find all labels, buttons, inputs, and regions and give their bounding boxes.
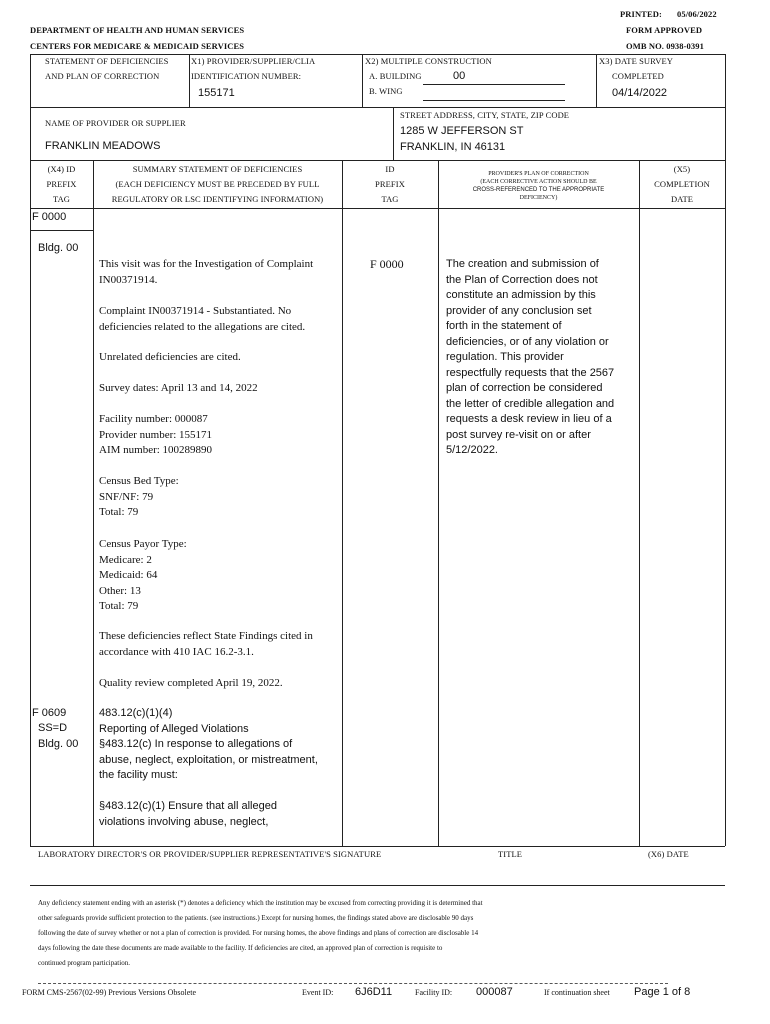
plan-header-4: DEFICIENCY)	[519, 195, 558, 201]
summary-header-3: REGULATORY OR LSC IDENTIFYING INFORMATION)	[111, 194, 324, 204]
summary-para-6: Census Bed Type: SNF/NF: 79 Total: 79	[99, 475, 179, 518]
event-id-value: 6J6D11	[355, 986, 393, 998]
tag-f0609: F 0609	[32, 707, 67, 719]
column-divider-summary	[342, 160, 343, 846]
box1-divider-3	[596, 54, 597, 107]
plan-header-2: (EACH CORRECTIVE ACTION SHOULD BE	[480, 179, 597, 185]
box-right-border	[725, 54, 726, 846]
address-city: FRANKLIN, IN 46131	[400, 141, 506, 153]
footer-rule	[38, 983, 668, 984]
disclaimer-line-3: following the date of survey whether or not a plan of correction is provided. For nursing homes, the above findings and plans of correction are disclosable 14	[38, 929, 479, 937]
event-id-label: Event ID:	[302, 988, 334, 997]
x5-header-1: (X5)	[673, 164, 691, 174]
disclaimer-line-5: continued program participation.	[38, 959, 130, 967]
address-street: 1285 W JEFFERSON ST	[400, 125, 524, 137]
x4-header-3: TAG	[52, 194, 71, 204]
disclaimer	[38, 896, 483, 971]
provider-name-value: FRANKLIN MEADOWS	[45, 140, 161, 152]
id-header-1: ID	[385, 164, 395, 174]
centers-name: CENTERS FOR MEDICARE & MEDICAID SERVICES	[30, 41, 245, 51]
plan-header-1: PROVIDER'S PLAN OF CORRECTION	[488, 171, 589, 177]
form-approved: FORM APPROVED	[626, 25, 703, 35]
bldg-1: Bldg. 00	[38, 242, 79, 254]
provider-id-value: 155171	[198, 87, 235, 99]
printed-label: PRINTED:	[620, 9, 662, 19]
disclaimer-line-2: other safeguards provide sufficient protection to the patients. (see instructions.) Except for nursing homes, the findings stated above are disclosable 90 days	[38, 914, 474, 922]
x5-header-3: DATE	[670, 194, 694, 204]
continuation-label: If continuation sheet	[544, 988, 610, 997]
statement-label-1: STATEMENT OF DEFICIENCIES	[45, 56, 169, 66]
summary-header-1: SUMMARY STATEMENT OF DEFICIENCIES	[132, 164, 303, 174]
disclaimer-line-4: days following the date these documents are made available to the facility. If deficiencies are cited, an approved plan of correction is requisite to	[38, 944, 443, 952]
box-top-border	[30, 54, 725, 55]
page-number: Page 1 of 8	[634, 986, 691, 998]
column-divider-plan	[639, 160, 640, 846]
summary-para-7: Census Payor Type: Medicare: 2 Medicaid: 64 Other: 13 Total: 79	[99, 538, 187, 612]
summary-para-4: Survey dates: April 13 and 14, 2022	[99, 382, 258, 394]
summary-para-2: Complaint IN00371914 - Substantiated. No deficiencies related to the allegations are cited.	[99, 305, 306, 333]
signature-bottom-border	[30, 885, 725, 886]
plan-of-correction-text: The creation and submission of the Plan of Correction does not constitute an admission by this provider of any conclusion set forth in the statement of deficiencies, or of any violation or regulation. This provider respectfully requests that the 2567 plan of correction be considered the letter of credible allegation and requests a desk review in lieu of a post survey re-visit on or after 5/12/2022.	[446, 258, 615, 456]
summary-para-3: Unrelated deficiencies are cited.	[99, 351, 241, 363]
columns-header-bottom	[30, 208, 725, 209]
x3-label: X3) DATE SURVEY	[599, 56, 674, 66]
title-label: TITLE	[498, 849, 523, 859]
wing-underline	[423, 100, 565, 101]
summary-header-2: (EACH DEFICIENCY MUST BE PRECEDED BY FULL	[115, 179, 320, 189]
omb-number: OMB NO. 0938-0391	[626, 41, 704, 51]
tag-f0000: F 0000	[32, 211, 67, 223]
address-label: STREET ADDRESS, CITY, STATE, ZIP CODE	[400, 110, 570, 120]
disclaimer-line-1: Any deficiency statement ending with an asterisk (*) denotes a deficiency which the institution may be excused from correcting providing it is determined that	[38, 899, 483, 907]
summary-para-5: Facility number: 000087 Provider number: 155171 AIM number: 100289890	[99, 413, 213, 456]
survey-date-value: 04/14/2022	[612, 87, 668, 99]
bldg-2: Bldg. 00	[38, 738, 79, 750]
summary-para-11: §483.12(c)(1) Ensure that all alleged violations involving abuse, neglect,	[99, 800, 277, 828]
id-tag-f0000: F 0000	[370, 257, 404, 271]
box1-bottom-border	[30, 107, 725, 108]
summary-para-1: This visit was for the Investigation of Complaint IN00371914.	[99, 258, 314, 286]
summary-para-9: Quality review completed April 19, 2022.	[99, 677, 283, 689]
printed-date: 05/06/2022	[677, 9, 717, 19]
box2-divider	[393, 107, 394, 160]
scope-severity: SS=D	[38, 722, 68, 734]
left-tag-underline	[30, 230, 93, 231]
x6-date-label: (X6) DATE	[648, 849, 689, 859]
plan-header-3: CROSS-REFERENCED TO THE APPROPRIATE	[472, 187, 605, 193]
facility-id-label: Facility ID:	[415, 988, 453, 997]
building-label: A. BUILDING	[369, 71, 422, 81]
id-header-3: TAG	[381, 194, 399, 204]
department-name: DEPARTMENT OF HEALTH AND HUMAN SERVICES	[30, 25, 245, 35]
building-value: 00	[453, 70, 466, 82]
x4-header-2: PREFIX	[46, 179, 77, 189]
table-bottom-border	[30, 846, 725, 847]
facility-id-value: 000087	[476, 986, 513, 998]
statement-label-2: AND PLAN OF CORRECTION	[45, 71, 160, 81]
summary-para-8: These deficiencies reflect State Findings cited in accordance with 410 IAC 16.2-3.1.	[99, 630, 313, 658]
box1-divider-2	[362, 54, 363, 107]
building-underline	[423, 84, 565, 85]
column-divider-x4	[93, 160, 94, 846]
wing-label: B. WING	[369, 86, 403, 96]
x1-label-2: IDENTIFICATION NUMBER:	[191, 71, 302, 81]
x3-label-2: COMPLETED	[612, 71, 664, 81]
column-divider-id	[438, 160, 439, 846]
x5-header-2: COMPLETION	[654, 179, 710, 189]
id-header-2: PREFIX	[375, 179, 405, 189]
form-number: FORM CMS-2567(02-99) Previous Versions Obsolete	[22, 988, 197, 997]
box1-divider-1	[189, 54, 190, 107]
x4-header-1: (X4) ID	[47, 164, 76, 174]
signature-label: LABORATORY DIRECTOR'S OR PROVIDER/SUPPLIER REPRESENTATIVE'S SIGNATURE	[38, 849, 382, 859]
x2-label: X2) MULTIPLE CONSTRUCTION	[365, 56, 492, 66]
provider-name-label: NAME OF PROVIDER OR SUPPLIER	[45, 118, 186, 128]
box2-bottom-border	[30, 160, 725, 161]
x1-label: X1) PROVIDER/SUPPLIER/CLIA	[191, 56, 316, 66]
summary-para-10: 483.12(c)(1)(4) Reporting of Alleged Violations §483.12(c) In response to allegations of abuse, neglect, exploitation, or mistreatment, the facility must:	[99, 707, 318, 781]
